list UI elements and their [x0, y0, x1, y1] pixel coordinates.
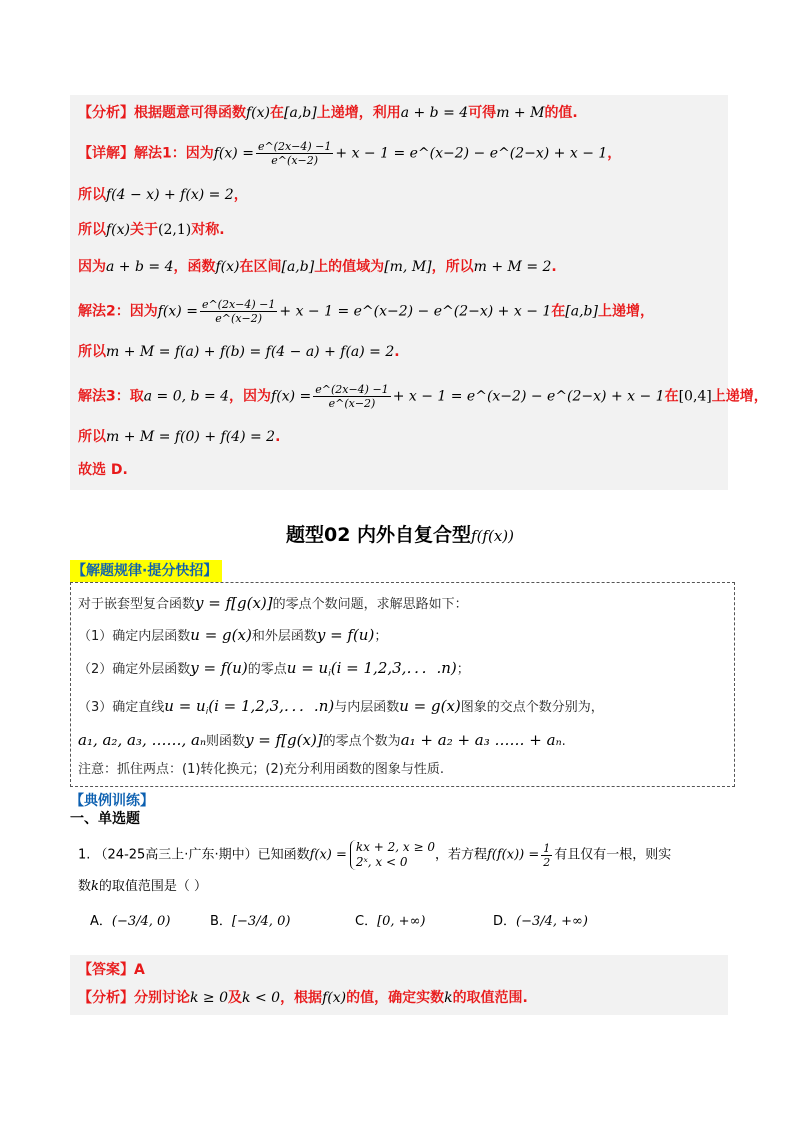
option-c[interactable]: C．[0, +∞) — [355, 914, 426, 929]
solution-method-2: 解法2：因为f(x) = $\frac{e\^{}(2x-4) -1}{e\^{}(x-2)}$ + x − 1 = e^(x−2) − e^(2−x) + x − 1在[a,b]上递增， — [78, 298, 654, 325]
tip-tag: 【解题规律·提分快招】 — [70, 560, 222, 582]
tip-line-5: a₁, a₂, a₃, ……, aₙ则函数y = f[g(x)]的零点个数为a₁ + a₂ + a₃ …… + aₙ. — [78, 731, 566, 749]
question-type-heading: 一、单选题 — [70, 811, 140, 827]
fraction: $\frac{e\^{}(2x-4) -1}{e\^{}(x-2)}$ — [257, 140, 332, 167]
option-a[interactable]: A．(−3/4, 0) — [90, 914, 171, 929]
question-analysis-line: 【分析】分别讨论k ≥ 0及k < 0，根据f(x)的值，确定实数k的取值范围. — [78, 990, 528, 1006]
solution-line-7: 所以m + M = f(a) + f(b) = f(4 − a) + f(a) = 2. — [78, 344, 400, 360]
answer-line — [78, 960, 145, 980]
solution-conclusion: 故选 D. — [78, 462, 128, 478]
solution-line-4: 所以f(x)关于(2,1)对称. — [78, 222, 225, 238]
tip-line-6: 注意：抓住两点：(1)转化换元；(2)充分利用函数的图象与性质. — [78, 762, 444, 777]
example-tag: 【典例训练】 — [70, 793, 154, 809]
solution-method-3: 解法3：取a = 0, b = 4，因为f(x) = $\frac{e\^{}(2x-4) -1}{e\^{}(x-2)}$ + x − 1 = e^(x−2) − e^(2−x) + x − 1在[0,4]上递增， — [78, 383, 768, 410]
option-d[interactable]: D．(−3/4, +∞) — [493, 914, 588, 929]
solution-line-3: 所以f(4 − x) + f(x) = 2， — [78, 187, 248, 203]
tip-line-2: （1）确定内层函数u = g(x)和外层函数y = f(u)； — [78, 626, 388, 644]
tip-line-3: （2）确定外层函数y = f(u)的零点$u = u_i(i = 1,2,3$,．．．.n)； — [78, 659, 470, 679]
answer-label: 【答案】 — [78, 962, 134, 978]
tip-line-4: （3）确定直线$u = u_i(i = 1,2,3$,．．．.n)与内层函数u = g(x)图象的交点个数分别为， — [78, 697, 604, 717]
question-line-1: 1. （24-25高三上·广东·期中）已知函数f(x) = kx + 2, x ≥ 0 2ˣ, x < 0 ，若方程f(f(x)) = $\frac{1}{2}$ 有且仅有一根，则实 — [78, 840, 672, 869]
solution-line-9: 所以m + M = f(0) + f(4) = 2. — [78, 429, 281, 445]
analysis-line: 【分析】根据题意可得函数f(x)在[a,b]上递增，利用a + b = 4可得m + M的值. — [78, 105, 578, 121]
section-title: 题型02 内外自复合型f(f(x)) — [285, 524, 515, 546]
solution-line-5: 因为a + b = 4，函数f(x)在区间[a,b]上的值域为[m, M]，所以m + M = 2. — [78, 259, 557, 275]
analysis-label: 【分析】 — [78, 105, 134, 121]
detail-line: 【详解】解法1：因为f(x) = $\frac{e\^{}(2x-4) -1}{e\^{}(x-2)}$ + x − 1 = e^(x−2) − e^(2−x) + x − 1， — [78, 140, 622, 167]
option-b[interactable]: B．[−3/4, 0) — [210, 914, 291, 929]
answer-value: A — [134, 962, 145, 978]
detail-label: 【详解】 — [78, 145, 134, 162]
question-line-2: 数k的取值范围是（ ） — [78, 879, 208, 894]
piecewise-function: kx + 2, x ≥ 0 2ˣ, x < 0 — [350, 840, 435, 870]
tip-line-1: 对于嵌套型复合函数y = f[g(x)]的零点个数问题，求解思路如下： — [78, 594, 468, 612]
